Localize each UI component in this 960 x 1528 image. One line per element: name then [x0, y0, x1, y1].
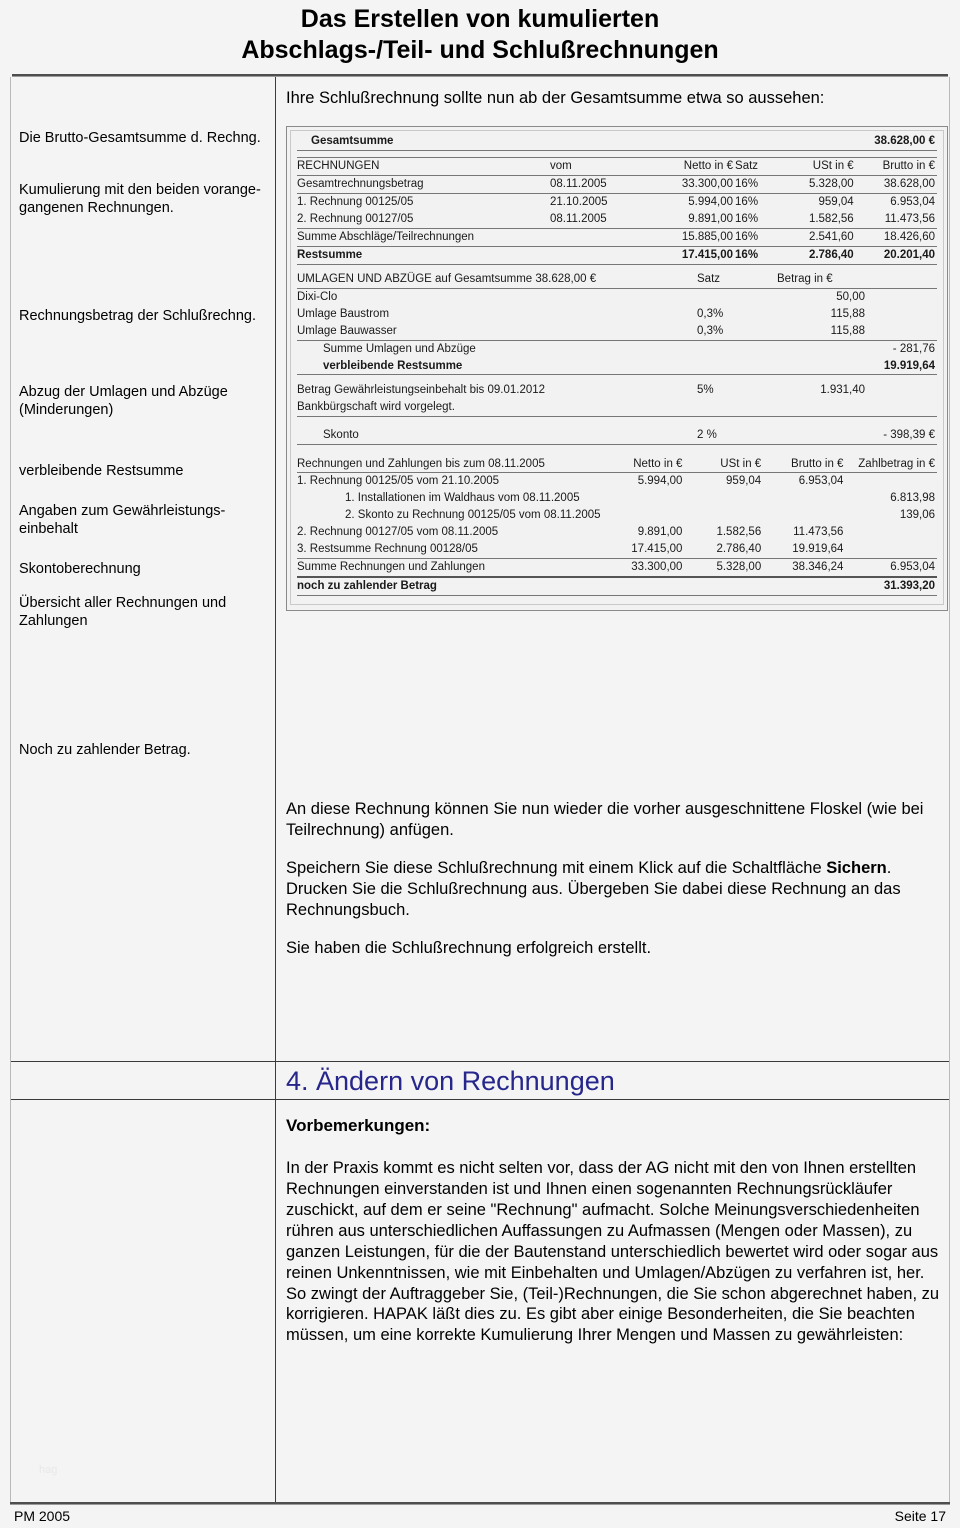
- cell-netto: [603, 490, 685, 507]
- summe-zahlungen-zahlbetrag: 6.953,04: [845, 558, 937, 576]
- col-zahl-brutto: Brutto in €: [791, 457, 844, 470]
- document-header: [0, 0, 960, 71]
- cell-date: 08.11.2005: [550, 213, 607, 225]
- umlagen-table: [297, 271, 937, 382]
- cell-netto: 33.300,00: [654, 176, 735, 194]
- gewaehrleistung-table: [297, 382, 937, 456]
- gewaehrleistung-label: Betrag Gewährleistungseinbehalt bis 09.01.2012: [297, 383, 546, 396]
- page-title-line-1: Das Erstellen von kumulierten: [300, 5, 660, 33]
- table-row-gesamtsumme: [297, 133, 937, 150]
- document-body: [10, 77, 950, 1502]
- noch-zu-zahlen-value: 31.393,20: [845, 577, 937, 595]
- cell-label: Umlage Bauwasser: [297, 324, 397, 337]
- table-row-noch-zu-zahlen: [297, 577, 937, 595]
- cell-ust: 1.582,56: [808, 213, 854, 225]
- annotation-skonto: Skontoberechnung: [19, 561, 141, 577]
- col-zahl-netto: Netto in €: [633, 457, 683, 470]
- table-header-umlagen: [297, 271, 937, 288]
- cell-label: Umlage Baustrom: [297, 307, 390, 320]
- summe-zahlungen-netto: 33.300,00: [603, 558, 685, 576]
- cell-satz: 16%: [735, 176, 777, 194]
- footer-left-text: PM 2005: [14, 1508, 71, 1524]
- intro-left-cell: [11, 77, 276, 123]
- col-umlagen-betrag: Betrag in €: [777, 273, 833, 286]
- cell-date: 21.10.2005: [550, 194, 654, 211]
- screenshot-cell: [276, 123, 954, 783]
- cell-brutto: 18.426,60: [856, 228, 937, 246]
- col-umlagen-title: UMLAGEN UND ABZÜGE auf Gesamtsumme 38.628,00 €: [297, 273, 597, 286]
- skonto-betrag: - 398,39 €: [883, 429, 935, 442]
- cell-betrag: 50,00: [777, 289, 867, 306]
- invoice-screenshot: [286, 126, 948, 611]
- col-zahlungen-title: Rechnungen und Zahlungen bis zum 08.11.2005: [297, 457, 545, 470]
- col-satz: Satz: [735, 158, 777, 176]
- summe-umlagen-value: - 281,76: [867, 340, 937, 357]
- cell-netto: 17.415,00: [631, 542, 683, 555]
- page-title-line-2: Abschlags-/Teil- und Schlußrechnungen: [241, 35, 719, 64]
- cell-label: 1. Installationen im Waldhaus vom 08.11.2005: [345, 492, 580, 505]
- table-row: [297, 323, 937, 340]
- cell-brutto: [763, 507, 845, 524]
- cell-betrag: 115,88: [830, 324, 865, 337]
- cell-ust: 2.786,40: [777, 246, 856, 264]
- cell-netto: 5.994,00: [603, 473, 685, 490]
- footer-page-number: Seite 17: [894, 1508, 946, 1524]
- table-row-gewaehrleistung: [297, 382, 937, 399]
- cell-zahlbetrag: 139,06: [899, 509, 935, 522]
- cell-brutto: 6.953,04: [763, 473, 845, 490]
- cell-label: Summe Abschläge/Teilrechnungen: [297, 228, 550, 246]
- col-umlagen-satz: Satz: [697, 273, 721, 286]
- cell-brutto: 11.473,56: [884, 213, 935, 225]
- cell-satz: 16%: [735, 246, 777, 264]
- instruction-2-after: .: [886, 859, 892, 878]
- spacer-left-cell: [11, 969, 276, 1061]
- col-zahl-ust: USt in €: [720, 457, 762, 470]
- cell-satz: 0,3%: [697, 307, 724, 320]
- gesamtsumme-table: [297, 133, 937, 157]
- cell-label: 2. Skonto zu Rechnung 00125/05 vom 08.11.2005: [345, 509, 601, 522]
- rechnungen-table: [297, 157, 937, 271]
- chapter-heading-band: [11, 1061, 949, 1100]
- cell-zahlbetrag: [845, 473, 937, 490]
- faint-watermark: hag: [39, 1464, 58, 1476]
- table-row-bankbuergschaft: [297, 399, 937, 416]
- instruction-paragraph-3: Drucken Sie die Schlußrechnung aus. Übergeben Sie dabei diese Rechnung an das Rechnungsbuch.: [286, 879, 901, 919]
- vorbemerkungen-body: In der Praxis kommt es nicht selten vor, dass der AG nicht mit den von Ihnen erstellten Rechnungen einverstanden ist und Ihnen einen sogenannten Rechnungsrückläufer zuschickt, auf dem er seine "Rechnung" aufmacht. Solche Meinungsverschiedenheiten rühren aus unterschiedlichen Auffassungen zu Aufmassen (Mengen oder Massen), zu ganzen Leistungen, für die der Bautenstand unterschiedlich bewertet wird oder sogar aus reinen Unkenntnissen, wie mit Einbehalten und Umlagen/Abzügen zu verfahren ist, her. So zwingt der Auftraggeber Sie, (Teil-)Rechnungen, die Sie schon abgerechnet haben, zu korrigieren. HAPAK läßt dies zu. Es gibt aber einige Besonderheiten, die Sie beachten müssen, um eine korrekte Kumulierung Ihrer Mengen und Massen zu gewährleisten:: [286, 1158, 940, 1345]
- table-row-verbleibende-restsumme: [297, 358, 937, 375]
- cell-label: 2. Rechnung 00127/05 vom 08.11.2005: [297, 526, 499, 538]
- gewaehrleistung-betrag: 1.931,40: [820, 383, 865, 396]
- zahlungen-table: [297, 456, 937, 603]
- cell-ust: [684, 490, 763, 507]
- cell-date: [550, 246, 654, 264]
- cell-label: Restsumme: [297, 246, 550, 264]
- cell-ust: 1.582,56: [716, 526, 762, 538]
- annotation-noch-zu-zahlen: Noch zu zahlender Betrag.: [19, 742, 191, 758]
- chapter-left-cell: [11, 1062, 276, 1099]
- annotation-rechnungsbetrag: Rechnungsbetrag der Schlußrechng.: [19, 308, 256, 324]
- cell-ust: 5.328,00: [777, 176, 856, 194]
- gesamtsumme-value: 38.628,00 €: [874, 135, 935, 147]
- intro-right-cell: [276, 77, 949, 123]
- cell-netto: 15.885,00: [654, 228, 735, 246]
- annotation-column: [11, 123, 276, 783]
- invoice-screenshot-inner: [290, 130, 944, 605]
- table-header-rechnungen: [297, 158, 937, 176]
- cell-label: 1. Rechnung 00125/05 vom 21.10.2005: [297, 473, 603, 490]
- rule-after-skonto: [297, 445, 937, 456]
- vorbemerkungen-band: [11, 1100, 949, 1502]
- rule-after-restsumme: [297, 264, 937, 271]
- col-rechnungen: RECHNUNGEN: [297, 158, 550, 176]
- spacer-band: [11, 969, 949, 1061]
- annotation-kumulierung: Kumulierung mit den beiden vorange- gangenen Rechnungen.: [19, 182, 261, 217]
- table-row: [297, 289, 937, 306]
- cell-date: [550, 228, 654, 246]
- vorbemerkungen-heading: Vorbemerkungen:: [286, 1115, 431, 1135]
- table-row: [297, 176, 937, 194]
- cell-label: 3. Restsumme Rechnung 00128/05: [297, 542, 478, 555]
- annotation-uebersicht: Übersicht aller Rechnungen und Zahlungen: [19, 595, 227, 630]
- cell-netto: [603, 507, 685, 524]
- table-row: [297, 490, 937, 507]
- rule-after-gesamtsumme: [297, 150, 937, 157]
- cell-zahlbetrag: [845, 524, 937, 541]
- cell-satz: 16%: [735, 213, 759, 225]
- summe-zahlungen-brutto: 38.346,24: [763, 558, 845, 576]
- verbl-restsumme-value: 19.919,64: [883, 359, 935, 372]
- cell-label: Dixi-Clo: [297, 289, 697, 306]
- instruction-paragraph-2: [286, 858, 943, 920]
- bankbuergschaft-note: Bankbürgschaft wird vorgelegt.: [297, 400, 455, 413]
- instructions-band: [11, 783, 949, 969]
- table-row: [297, 541, 937, 558]
- skonto-label: Skonto: [323, 429, 359, 442]
- cell-zahlbetrag: [845, 541, 937, 558]
- table-row: [297, 524, 937, 541]
- sichern-button-name: Sichern: [826, 859, 887, 878]
- instruction-paragraph-1: An diese Rechnung können Sie nun wieder die vorher ausgeschnittene Floskel (wie bei Teilrechnung) anfügen.: [286, 800, 924, 839]
- summe-umlagen-label: Summe Umlagen und Abzüge: [297, 340, 867, 357]
- annotation-brutto-gesamtsumme: Die Brutto-Gesamtsumme d. Rechng.: [19, 130, 261, 146]
- table-row: [297, 211, 937, 228]
- cell-brutto: [763, 490, 845, 507]
- cell-netto: 9.891,00: [688, 213, 734, 225]
- vorbemerkungen-right-cell: [276, 1100, 949, 1502]
- cell-brutto: 11.473,56: [793, 526, 844, 538]
- verbl-restsumme-label: verbleibende Restsumme: [323, 359, 463, 372]
- gewaehrleistung-satz: 5%: [697, 383, 714, 396]
- rule-after-umlagen: [297, 375, 937, 382]
- cell-satz: [697, 289, 777, 306]
- skonto-spacer: [777, 427, 867, 444]
- table-row: [297, 228, 937, 246]
- col-netto: Netto in €: [654, 158, 735, 176]
- cell-label: 2. Rechnung 00127/05: [297, 213, 414, 225]
- table-row-summe-zahlungen: [297, 558, 937, 576]
- cell-date: 08.11.2005: [550, 176, 654, 194]
- intro-text: Ihre Schlußrechnung sollte nun ab der Gesamtsumme etwa so aussehen:: [286, 89, 825, 107]
- cell-netto: 17.415,00: [654, 246, 735, 264]
- cell-satz: 16%: [735, 228, 777, 246]
- table-row-restsumme: [297, 246, 937, 264]
- cell-ust: 959,04: [684, 473, 763, 490]
- cell-netto: 9.891,00: [637, 526, 683, 538]
- table-row: [297, 194, 937, 211]
- col-brutto: Brutto in €: [856, 158, 937, 176]
- vorbemerkungen-left-cell: [11, 1100, 276, 1502]
- cell-ust: 2.541,60: [777, 228, 856, 246]
- rule-after-gewaehrleistung: [297, 416, 937, 427]
- instructions-right-cell: [276, 783, 949, 969]
- table-row: [297, 306, 937, 323]
- cell-satz: 16%: [735, 194, 777, 211]
- cell-netto: 5.994,00: [654, 194, 735, 211]
- summe-zahlungen-label: Summe Rechnungen und Zahlungen: [297, 558, 603, 576]
- col-vom: vom: [550, 158, 654, 176]
- document-footer: [0, 1505, 960, 1528]
- cell-brutto: 19.919,64: [792, 542, 844, 555]
- annotation-gewaehrleistung: Angaben zum Gewährleistungs- einbehalt: [19, 503, 226, 538]
- cell-betrag: 115,88: [830, 307, 865, 320]
- instructions-left-cell: [11, 783, 276, 969]
- table-header-zahlungen: [297, 456, 937, 473]
- instruction-2-before: Speichern Sie diese Schlußrechnung mit einem Klick auf die Schaltfläche: [286, 859, 827, 878]
- rule-bottom: [297, 595, 937, 602]
- cell-ust: 2.786,40: [716, 542, 762, 555]
- cell-brutto: 38.628,00: [856, 176, 937, 194]
- noch-zu-zahlen-label: noch zu zahlender Betrag: [297, 577, 845, 595]
- summe-zahlungen-ust: 5.328,00: [684, 558, 763, 576]
- cell-ust: [684, 507, 763, 524]
- table-row-skonto: [297, 427, 937, 444]
- cell-brutto: 6.953,04: [856, 194, 937, 211]
- cell-label: 1. Rechnung 00125/05: [297, 194, 550, 211]
- table-row-summe-umlagen: [297, 340, 937, 357]
- instruction-paragraph-4: Sie haben die Schlußrechnung erfolgreich erstellt.: [286, 939, 652, 958]
- table-row: [297, 507, 937, 524]
- chapter-right-cell: [276, 1062, 949, 1099]
- cell-brutto: 20.201,40: [856, 246, 937, 264]
- gesamtsumme-label: Gesamtsumme: [311, 135, 394, 147]
- cell-zahlbetrag: 6.813,98: [890, 492, 935, 505]
- annotation-abzug-umlagen: Abzug der Umlagen und Abzüge (Minderungen): [19, 384, 228, 419]
- col-ust: USt in €: [777, 158, 856, 176]
- skonto-satz: 2 %: [697, 429, 717, 442]
- table-row: [297, 473, 937, 490]
- cell-label: Gesamtrechnungsbetrag: [297, 176, 550, 194]
- cell-satz: 0,3%: [697, 324, 724, 337]
- intro-band: [11, 77, 949, 123]
- spacer-right-cell: [276, 969, 949, 1061]
- chapter-title: 4. Ändern von Rechnungen: [286, 1065, 615, 1096]
- col-zahlbetrag: Zahlbetrag in €: [858, 457, 935, 470]
- cell-ust: 959,04: [777, 194, 856, 211]
- screenshot-band: [11, 123, 949, 783]
- annotation-verbl-restsumme: verbleibende Restsumme: [19, 463, 184, 479]
